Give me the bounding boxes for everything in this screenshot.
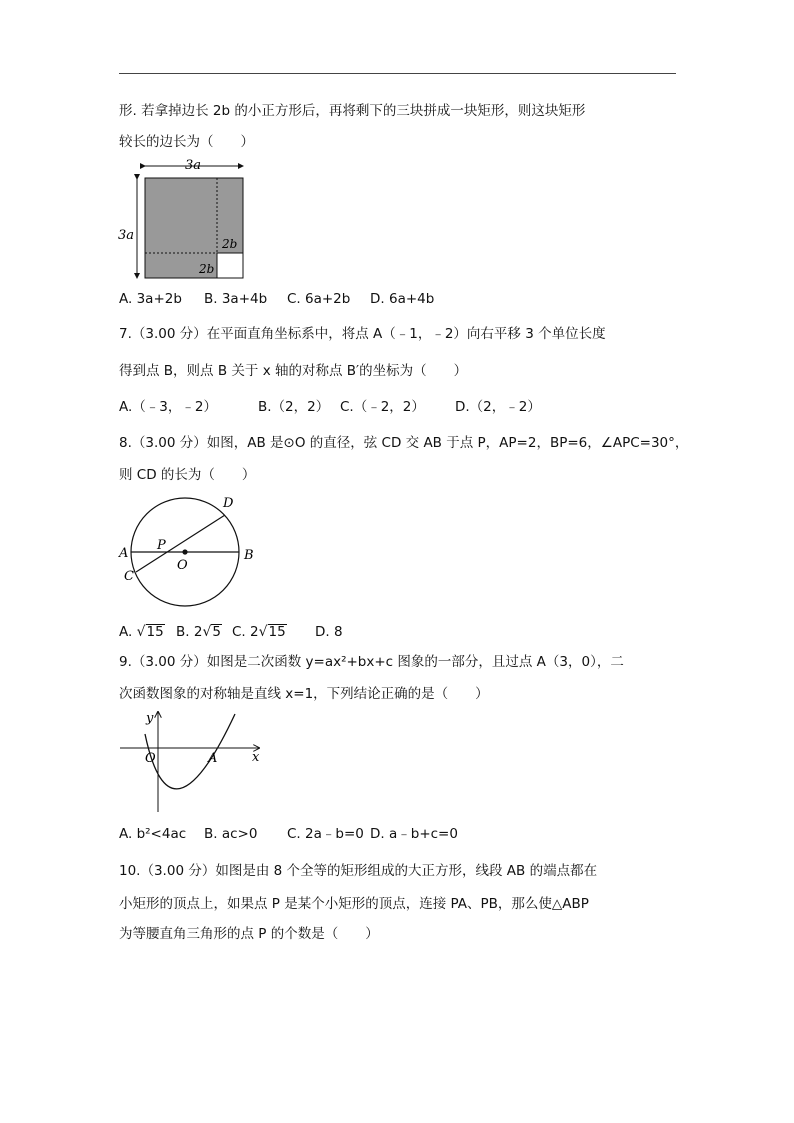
q9-option-a[interactable]: A. b²<4ac xyxy=(119,826,187,842)
q8-text-line-2: 则 CD 的长为（ ） xyxy=(119,467,256,483)
q7-option-a[interactable]: A.（﹣3，﹣2） xyxy=(119,399,217,415)
q10-text-line-2: 小矩形的顶点上，如果点 P 是某个小矩形的顶点，连接 PA、PB，那么使△ABP xyxy=(119,896,589,912)
q8-option-c-prefix: C. 2 xyxy=(232,624,259,640)
label-o: O xyxy=(177,558,188,573)
q6-option-d[interactable]: D. 6a+4b xyxy=(370,291,435,307)
q8-option-a-prefix: A. xyxy=(119,624,133,640)
q9-option-c[interactable]: C. 2a﹣b=0 xyxy=(287,826,364,842)
sqrt-symbol: √ xyxy=(136,624,146,640)
q6-option-c[interactable]: C. 6a+2b xyxy=(287,291,351,307)
q7-text-line-1: 7.（3.00 分）在平面直角坐标系中，将点 A（﹣1，﹣2）向右平移 3 个单位长度 xyxy=(119,326,606,342)
q8-circle-figure xyxy=(115,490,265,615)
sqrt-symbol: √ xyxy=(202,624,212,640)
q8-text-line-1: 8.（3.00 分）如图，AB 是⊙O 的直径，弦 CD 交 AB 于点 P，AP=2，BP=6，∠APC=30°， xyxy=(119,435,689,451)
q6-text-line-1: 形. 若拿掉边长 2b 的小正方形后，再将剩下的三块拼成一块矩形，则这块矩形 xyxy=(119,103,586,119)
q10-text-line-1: 10.（3.00 分）如图是由 8 个全等的矩形组成的大正方形，线段 AB 的端点都在 xyxy=(119,863,598,879)
q6-option-b[interactable]: B. 3a+4b xyxy=(204,291,268,307)
label-p: P xyxy=(157,538,166,553)
q6-square-figure xyxy=(115,157,255,282)
small-square xyxy=(217,253,243,278)
height-label: 3a xyxy=(118,228,135,243)
q8-option-b-radicand: 5 xyxy=(212,624,221,640)
label-o: O xyxy=(145,751,156,766)
q8-option-a[interactable] xyxy=(119,622,165,642)
q8-option-c-radicand: 15 xyxy=(268,624,286,640)
q8-option-b[interactable] xyxy=(176,622,222,642)
q7-text-line-2: 得到点 B，则点 B 关于 x 轴的对称点 B′的坐标为（ ） xyxy=(119,363,468,379)
label-b: B xyxy=(244,548,254,563)
q8-option-d[interactable]: D. 8 xyxy=(315,624,343,640)
q7-option-c[interactable]: C.（﹣2，2） xyxy=(340,399,425,415)
q6-option-a[interactable]: A. 3a+2b xyxy=(119,291,182,307)
q7-option-b[interactable]: B.（2，2） xyxy=(258,399,330,415)
label-d: D xyxy=(223,496,234,511)
center-point xyxy=(182,549,187,554)
label-c: C xyxy=(124,569,134,584)
q9-parabola-figure xyxy=(115,708,270,818)
q8-option-b-prefix: B. 2 xyxy=(176,624,203,640)
q9-text-line-1: 9.（3.00 分）如图是二次函数 y=ax²+bx+c 图象的一部分，且过点 A（3，0），二 xyxy=(119,654,624,670)
q9-option-d[interactable]: D. a﹣b+c=0 xyxy=(370,826,458,842)
label-a: A xyxy=(119,546,129,561)
width-label: 3a xyxy=(185,158,202,173)
q9-option-b[interactable]: B. ac>0 xyxy=(204,826,258,842)
q7-option-d[interactable]: D.（2，﹣2） xyxy=(455,399,541,415)
q9-text-line-2: 次函数图象的对称轴是直线 x=1，下列结论正确的是（ ） xyxy=(119,686,489,702)
inner-label-2b-horizontal: 2b xyxy=(199,262,215,276)
q8-option-a-radicand: 15 xyxy=(146,624,164,640)
label-x: x xyxy=(252,750,260,765)
inner-label-2b-vertical: 2b xyxy=(222,237,238,251)
header-rule xyxy=(119,73,676,74)
q8-option-c[interactable] xyxy=(232,622,287,642)
label-a: A xyxy=(208,751,218,766)
sqrt-symbol: √ xyxy=(258,624,268,640)
label-y: y xyxy=(146,711,154,726)
q10-text-line-3: 为等腰直角三角形的点 P 的个数是（ ） xyxy=(119,926,379,942)
q6-text-line-2: 较长的边长为（ ） xyxy=(119,134,254,150)
